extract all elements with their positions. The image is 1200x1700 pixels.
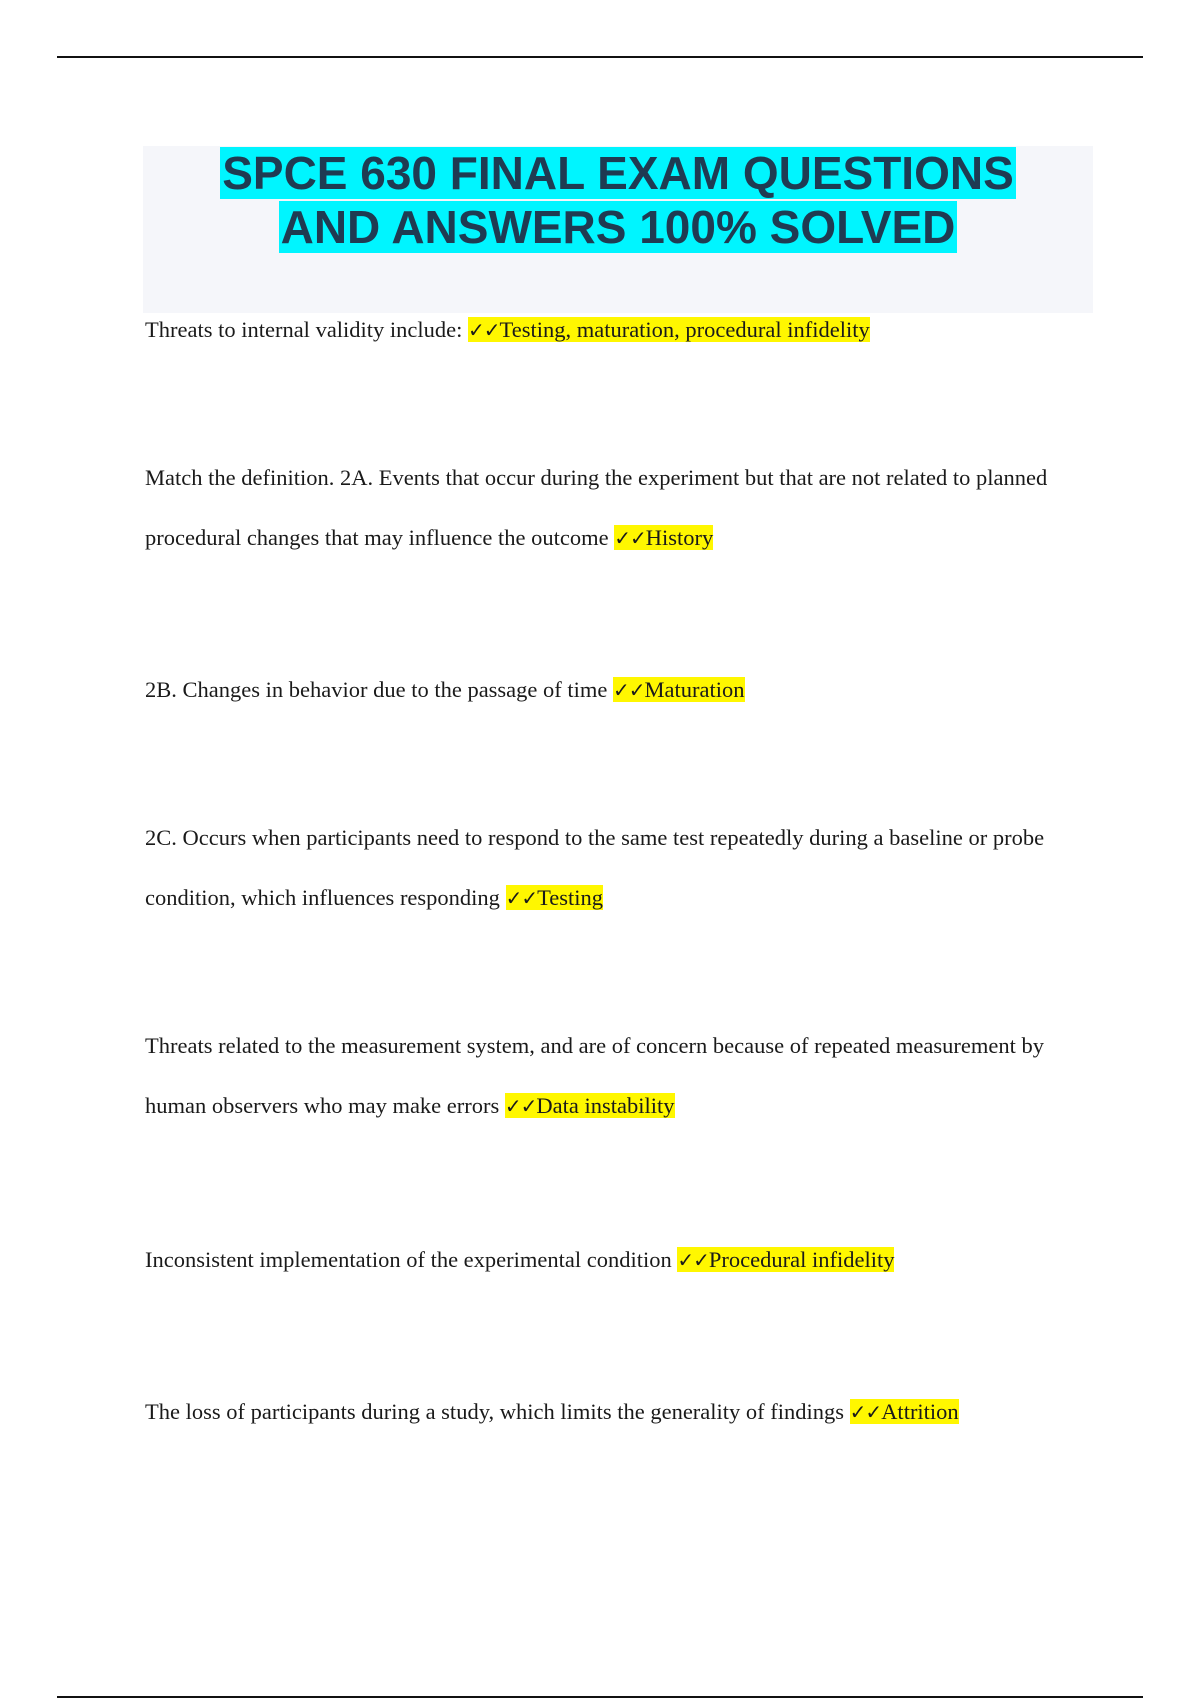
double-check-icon: ✓✓ xyxy=(504,1094,537,1118)
double-check-icon: ✓✓ xyxy=(505,886,538,910)
qa-item-3 xyxy=(145,660,1105,720)
double-check-icon: ✓✓ xyxy=(849,1400,882,1424)
qa-item-6 xyxy=(145,1230,1105,1290)
question-text: Threats to internal validity include: xyxy=(145,317,463,342)
page-title-line-2: AND ANSWERS 100% SOLVED xyxy=(280,201,956,253)
answer-text: Data instability xyxy=(536,1093,675,1118)
question-text: 2B. Changes in behavior due to the passage of time xyxy=(145,677,608,702)
answer-highlight xyxy=(468,317,870,342)
double-check-icon: ✓✓ xyxy=(468,318,500,342)
answer-text: Attrition xyxy=(881,1399,959,1424)
qa-item-4 xyxy=(145,808,1105,928)
question-text: 2C. Occurs when participants need to respond to the same test repeatedly during a baseline or probe condition, which influences responding xyxy=(145,825,1045,910)
question-text: Threats related to the measurement system, and are of concern because of repeated measurement by human observers who may make errors xyxy=(145,1033,1044,1118)
question-text: The loss of participants during a study, which limits the generality of findings xyxy=(145,1399,845,1424)
answer-highlight xyxy=(614,525,713,550)
answer-text: Testing, maturation, procedural infidelity xyxy=(499,317,870,342)
question-text: Inconsistent implementation of the experimental condition xyxy=(145,1247,672,1272)
qa-item-7 xyxy=(145,1382,1105,1442)
bottom-rule xyxy=(57,1696,1143,1698)
title-block xyxy=(143,146,1093,313)
answer-highlight xyxy=(677,1247,894,1272)
qa-item-1 xyxy=(145,300,1105,360)
answer-text: History xyxy=(645,525,714,550)
answer-text: Maturation xyxy=(644,677,745,702)
double-check-icon: ✓✓ xyxy=(614,526,646,550)
answer-highlight xyxy=(505,1093,675,1118)
answer-text: Procedural infidelity xyxy=(708,1247,895,1272)
question-text: Match the definition. 2A. Events that occur during the experiment but that are not related to planned procedural changes that may influence the outcome xyxy=(145,465,1048,550)
answer-highlight xyxy=(613,677,745,702)
page-title-line-1: SPCE 630 FINAL EXAM QUESTIONS xyxy=(222,147,1014,199)
double-check-icon: ✓✓ xyxy=(613,678,645,702)
qa-item-2 xyxy=(145,448,1105,568)
qa-item-5 xyxy=(145,1016,1105,1136)
answer-highlight xyxy=(850,1399,959,1424)
top-rule xyxy=(57,56,1143,58)
answer-highlight xyxy=(506,885,603,910)
double-check-icon: ✓✓ xyxy=(677,1248,709,1272)
answer-text: Testing xyxy=(537,885,603,910)
